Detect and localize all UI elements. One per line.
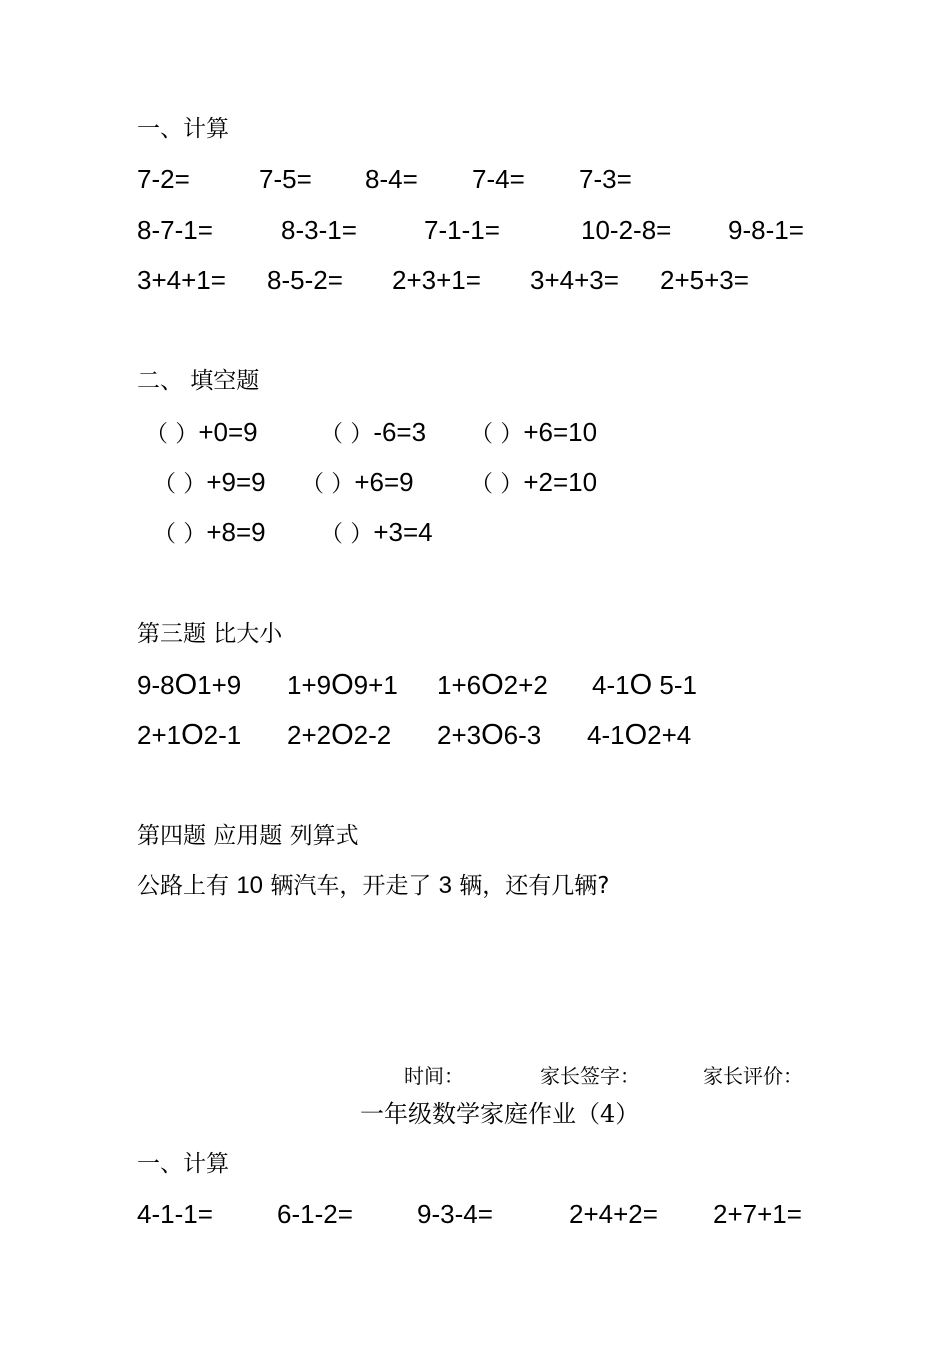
calc-item: 6-1-2= xyxy=(277,1199,353,1229)
compare-circle: O xyxy=(481,669,504,701)
fill-item: （ ）+0=9 xyxy=(145,417,258,447)
section5-heading: 一、计算 xyxy=(137,1151,229,1177)
calc-item: 3+4+3= xyxy=(530,265,619,295)
calc-item: 7-3= xyxy=(579,164,632,194)
parent-eval-label: 家长评价： xyxy=(703,1064,803,1088)
compare-circle: O xyxy=(181,719,204,751)
compare-circle: O xyxy=(331,719,354,751)
fill-item: （ ）+8=9 xyxy=(153,517,266,547)
fill-item: （ ）+6=9 xyxy=(301,467,414,497)
calc-item: 10-2-8= xyxy=(581,215,672,245)
calc-item: 3+4+1= xyxy=(137,265,226,295)
section2-heading: 二、 填空题 xyxy=(137,368,260,394)
compare-item: 4-1O 5-1 xyxy=(592,669,697,701)
blank-paren: （ ） xyxy=(153,471,207,497)
parent-sign-label: 家长签字： xyxy=(540,1064,640,1088)
calc-item: 7-2= xyxy=(137,164,190,194)
calc-item: 2+5+3= xyxy=(660,265,749,295)
blank-paren: （ ） xyxy=(301,471,355,497)
calc-item: 8-4= xyxy=(365,164,418,194)
compare-item: 2+3O6-3 xyxy=(437,719,542,751)
calc-item: 2+3+1= xyxy=(392,265,481,295)
fill-item: （ ）+6=10 xyxy=(470,417,598,447)
calc-item: 4-1-1= xyxy=(137,1199,213,1229)
blank-paren: （ ） xyxy=(320,521,374,547)
calc-item: 8-5-2= xyxy=(267,265,343,295)
fill-item: （ ）+2=10 xyxy=(470,467,598,497)
calc-item: 2+4+2= xyxy=(569,1199,658,1229)
blank-paren: （ ） xyxy=(470,421,524,447)
section4-heading: 第四题 应用题 列算式 xyxy=(137,823,359,849)
compare-circle: O xyxy=(331,669,354,701)
calc-item: 9-8-1= xyxy=(728,215,804,245)
compare-circle: O xyxy=(481,719,504,751)
compare-circle: O xyxy=(174,669,198,701)
calc-item: 2+7+1= xyxy=(713,1199,802,1229)
compare-item: 1+6O2+2 xyxy=(437,669,548,701)
calc-item: 8-3-1= xyxy=(281,215,357,245)
calc-item: 8-7-1= xyxy=(137,215,213,245)
blank-paren: （ ） xyxy=(470,471,524,497)
compare-item: 2+2O2-2 xyxy=(287,719,392,751)
calc-item: 7-5= xyxy=(259,164,312,194)
calc-item: 7-1-1= xyxy=(424,215,500,245)
calc-item: 7-4= xyxy=(472,164,525,194)
word-problem: 公路上有 10 辆汽车，开走了 3 辆，还有几辆? xyxy=(137,872,610,899)
compare-circle: O xyxy=(629,669,653,701)
worksheet-title: 一年级数学家庭作业（4） xyxy=(360,1100,640,1128)
section3-heading: 第三题 比大小 xyxy=(137,621,283,647)
compare-item: 1+9O9+1 xyxy=(287,669,398,701)
calc-item: 9-3-4= xyxy=(417,1199,493,1229)
blank-paren: （ ） xyxy=(153,521,207,547)
compare-item: 9-8O1+9 xyxy=(137,669,242,701)
compare-item: 4-1O2+4 xyxy=(587,719,692,751)
compare-circle: O xyxy=(624,719,648,751)
fill-item: （ ）+9=9 xyxy=(153,467,266,497)
blank-paren: （ ） xyxy=(145,421,199,447)
fill-item: （ ）-6=3 xyxy=(320,417,427,447)
blank-paren: （ ） xyxy=(320,421,374,447)
section1-heading: 一、计算 xyxy=(137,116,229,142)
compare-item: 2+1O2-1 xyxy=(137,719,242,751)
fill-item: （ ）+3=4 xyxy=(320,517,433,547)
time-label: 时间： xyxy=(404,1064,464,1088)
